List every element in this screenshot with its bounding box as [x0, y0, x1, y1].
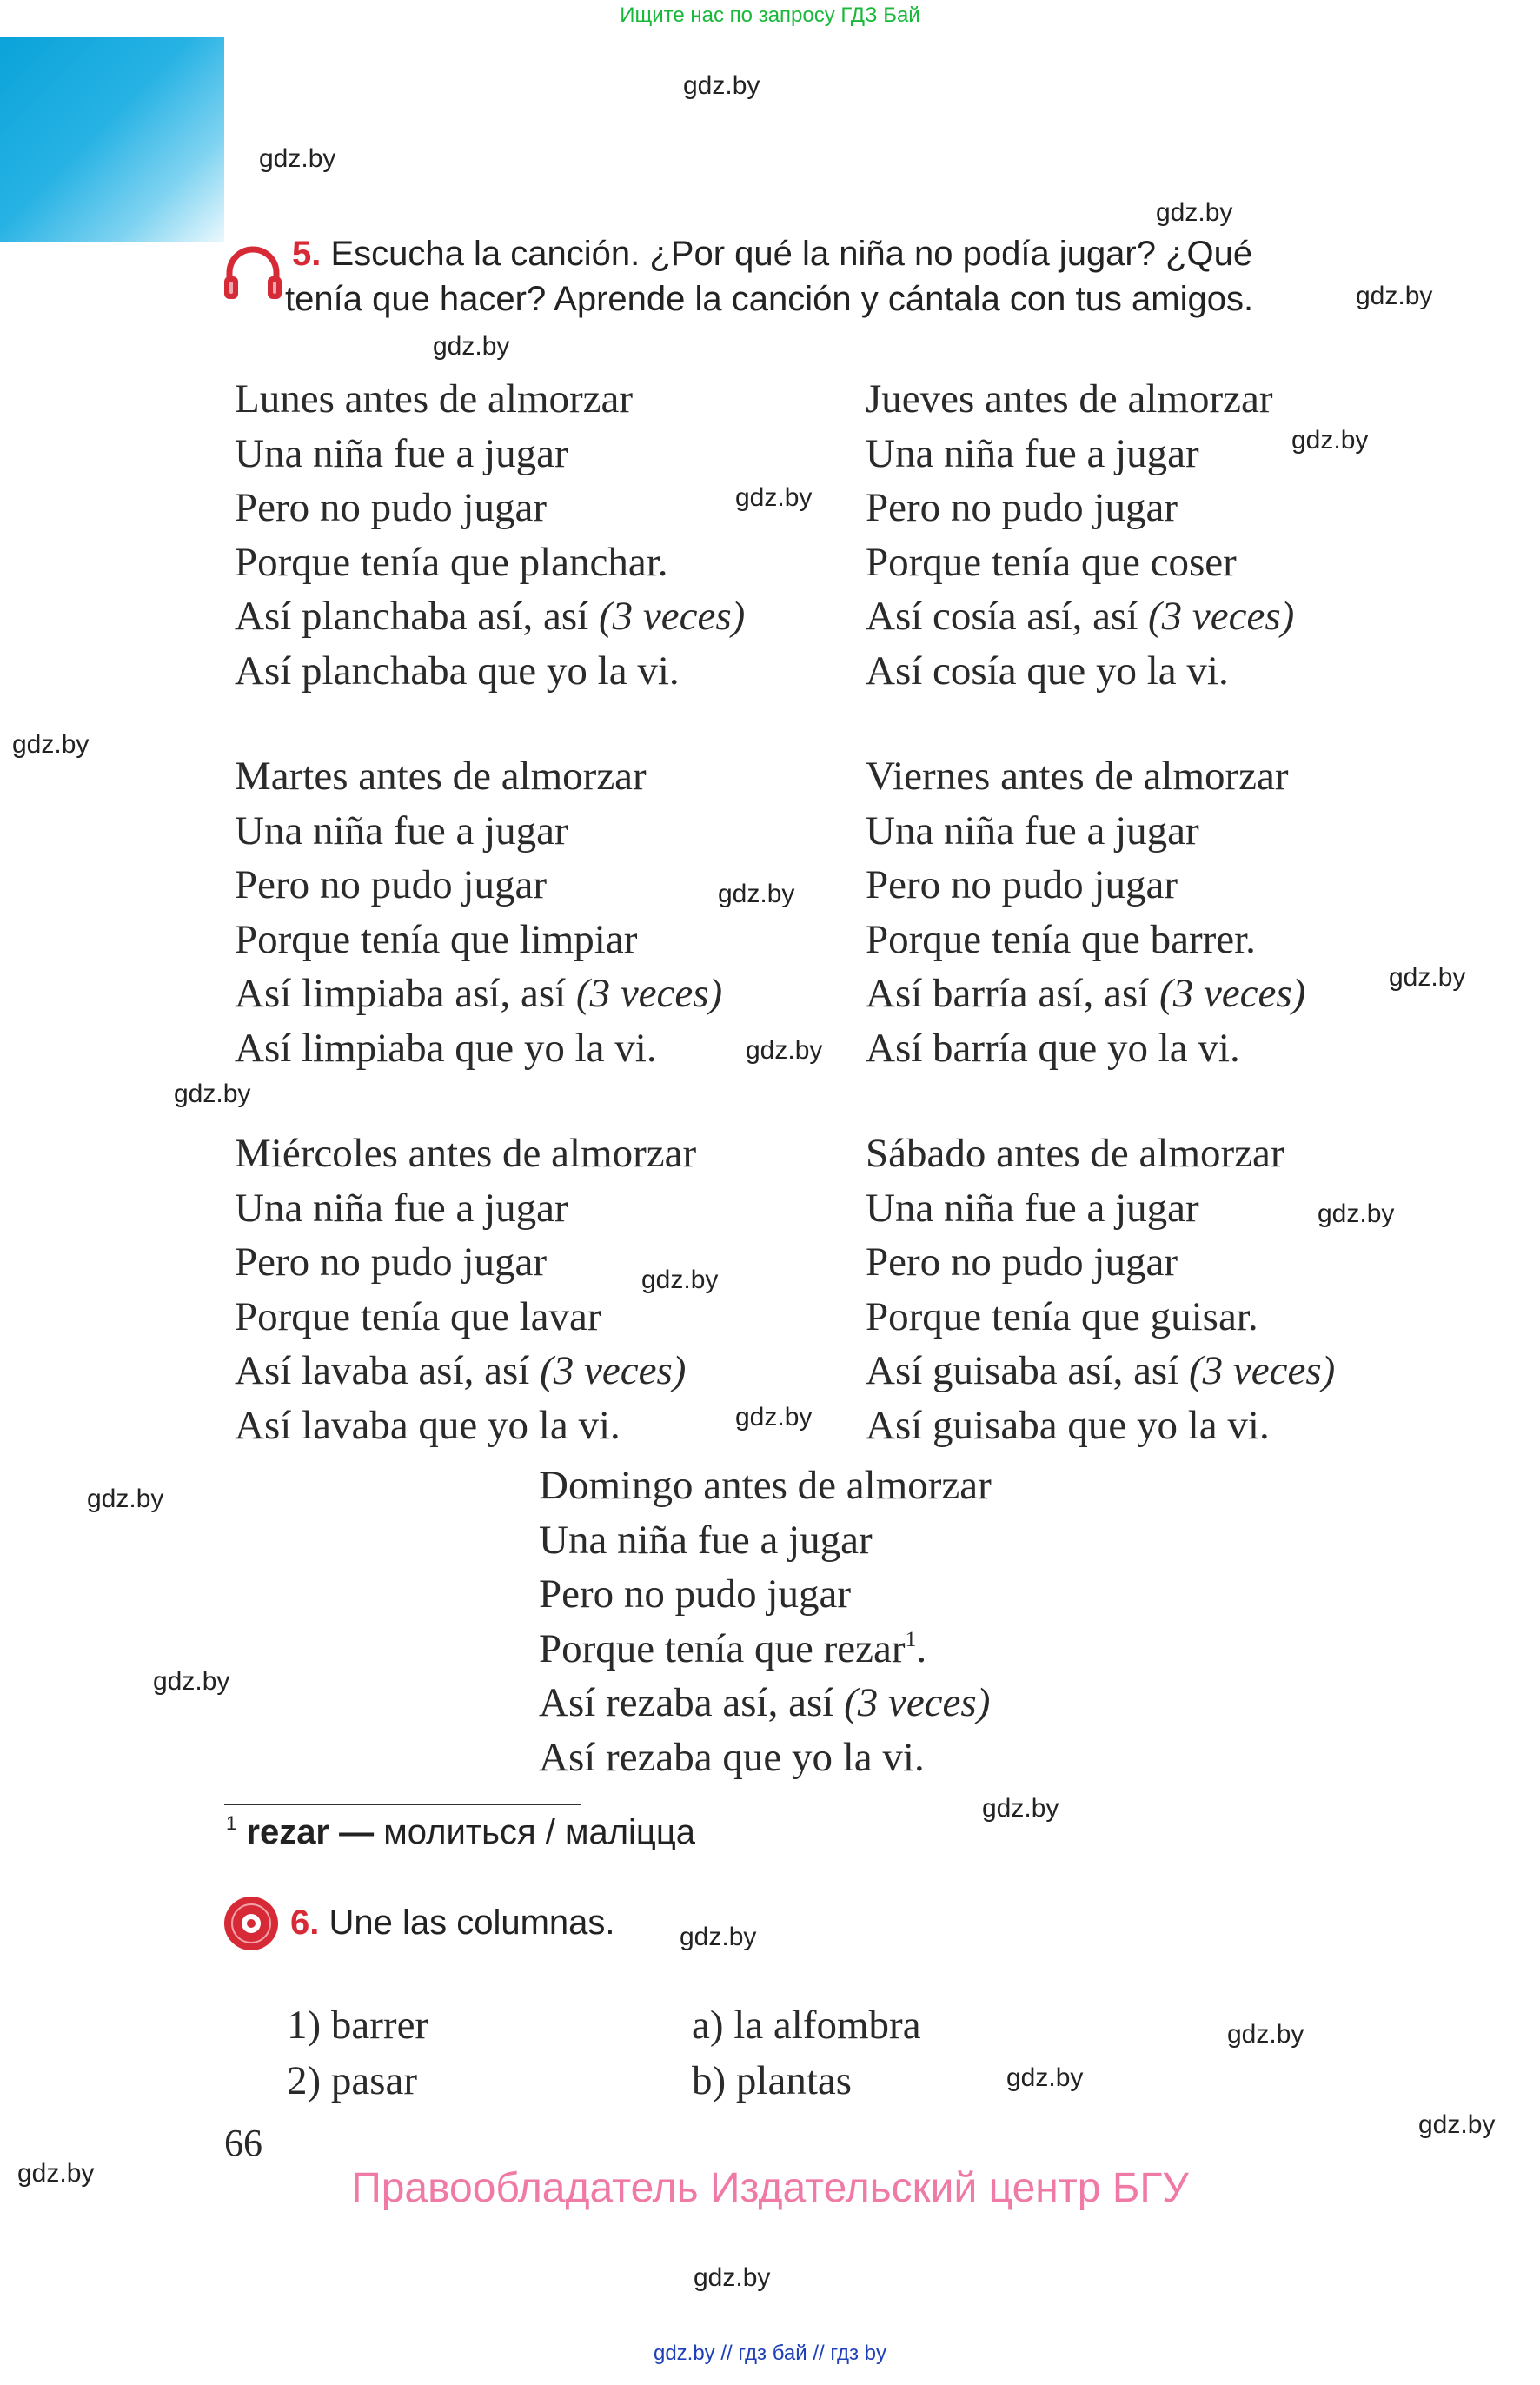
watermark: gdz.by: [12, 730, 90, 759]
corner-decoration: [0, 37, 224, 242]
stanza-line: Así guisaba así, así (3 veces): [866, 1348, 1336, 1393]
stanza-line: Sábado antes de almorzar: [866, 1131, 1284, 1176]
footnote-mark[interactable]: 1: [905, 1625, 917, 1651]
stanza-line: Pero no pudo jugar: [235, 1239, 547, 1285]
stanza-line: Pero no pudo jugar: [866, 862, 1178, 907]
disc-icon: [222, 1895, 280, 1952]
task-6-heading: [290, 1900, 615, 1945]
match-right-column: [692, 1997, 921, 2109]
stanza-line: Pero no pudo jugar: [539, 1571, 851, 1617]
stanza-line: Porque tenía que coser: [866, 539, 1237, 585]
watermark: gdz.by: [735, 1403, 813, 1432]
stanza-line: Así rezaba así, así (3 veces): [539, 1680, 991, 1725]
watermark: gdz.by: [1156, 198, 1233, 227]
repeat-note: (3 veces): [1189, 1348, 1336, 1393]
task-5-number: 5.: [292, 235, 322, 273]
watermark: gdz.by: [259, 144, 336, 173]
watermark: gdz.by: [1418, 2110, 1496, 2139]
task-5-line-2: tenía que hacer? Aprende la canción y cántala con tus amigos.: [285, 280, 1254, 318]
stanza-line: Así limpiaba así, así (3 veces): [235, 971, 723, 1016]
search-hint[interactable]: Ищите нас по запросу ГДЗ Бай: [620, 3, 920, 27]
footnote-number: 1: [226, 1812, 237, 1834]
stanza-line: Porque tenía que planchar.: [235, 539, 668, 585]
watermark: gdz.by: [746, 1036, 823, 1065]
stanza-martes: [235, 749, 722, 1075]
stanza-line: Así guisaba que yo la vi.: [866, 1402, 1270, 1448]
stanza-miercoles: [235, 1126, 696, 1452]
watermark: gdz.by: [641, 1266, 719, 1294]
stanza-viernes: [866, 749, 1305, 1075]
match-left-column: [287, 1997, 428, 2109]
stanza-line: Así cosía así, así (3 veces): [866, 594, 1295, 639]
stanza-line: Una niña fue a jugar: [235, 807, 568, 854]
headphones-icon: [222, 243, 283, 301]
task-5-text: Escucha la canción. ¿Por qué la niña no podía jugar? ¿Qué: [330, 235, 1253, 273]
watermark: gdz.by: [683, 71, 760, 100]
stanza-jueves: [866, 372, 1294, 698]
match-item[interactable]: a) la alfombra: [692, 2003, 921, 2048]
stanza-line: Una niña fue a jugar: [866, 807, 1199, 854]
stanza-line: Miércoles antes de almorzar: [235, 1131, 697, 1176]
stanza-domingo: [539, 1458, 992, 1784]
watermark: gdz.by: [680, 1923, 757, 1951]
watermark: gdz.by: [433, 332, 510, 361]
repeat-note: (3 veces): [575, 971, 723, 1016]
stanza-line: Pero no pudo jugar: [235, 862, 547, 907]
stanza-sabado: [866, 1126, 1335, 1452]
watermark: gdz.by: [17, 2159, 95, 2188]
page-number: 66: [224, 2122, 262, 2164]
watermark: gdz.by: [735, 483, 813, 512]
stanza-line: Pero no pudo jugar: [866, 1239, 1178, 1285]
footnote: $^1$ rezar — молиться / маліцца: [226, 1812, 695, 1851]
stanza-line: Porque tenía que rezar$^1$.: [539, 1625, 927, 1671]
stanza-line: Una niña fue a jugar: [235, 1185, 568, 1231]
repeat-note: (3 veces): [1148, 594, 1295, 639]
bottom-links[interactable]: gdz.by // гдз бай // гдз by: [653, 2342, 887, 2365]
watermark: gdz.by: [153, 1667, 230, 1696]
copyright-notice: Правообладатель Издательский центр БГУ: [351, 2165, 1189, 2211]
watermark: gdz.by: [982, 1794, 1059, 1823]
stanza-line: Una niña fue a jugar: [235, 430, 568, 476]
stanza-line: Jueves antes de almorzar: [866, 376, 1273, 422]
stanza-line: Viernes antes de almorzar: [866, 754, 1289, 799]
repeat-note: (3 veces): [844, 1680, 991, 1725]
stanza-lunes: [235, 372, 745, 698]
match-item[interactable]: 2) pasar: [287, 2058, 418, 2103]
stanza-line: Así cosía que yo la vi.: [866, 648, 1229, 694]
watermark: gdz.by: [694, 2263, 771, 2292]
watermark: gdz.by: [1389, 963, 1466, 992]
watermark: gdz.by: [174, 1080, 251, 1108]
stanza-line: Así lavaba así, así (3 veces): [235, 1348, 687, 1393]
stanza-line: Porque tenía que guisar.: [866, 1293, 1258, 1339]
stanza-line: Lunes antes de almorzar: [235, 376, 634, 422]
footnote-translation: молиться / маліцца: [383, 1813, 695, 1851]
stanza-line: Domingo antes de almorzar: [539, 1463, 992, 1508]
stanza-line: Así barría que yo la vi.: [866, 1025, 1240, 1071]
repeat-note: (3 veces): [540, 1348, 687, 1393]
footnote-term: rezar: [246, 1813, 329, 1851]
footnote-divider: [224, 1804, 581, 1805]
stanza-line: Así planchaba así, así (3 veces): [235, 594, 746, 639]
task-5-line-1: [292, 231, 1252, 276]
watermark: gdz.by: [1006, 2063, 1084, 2092]
stanza-line: Porque tenía que limpiar: [235, 916, 638, 962]
repeat-note: (3 veces): [1159, 971, 1306, 1016]
stanza-line: Así planchaba que yo la vi.: [235, 648, 680, 694]
stanza-line: Así rezaba que yo la vi.: [539, 1734, 925, 1780]
watermark: gdz.by: [718, 880, 795, 908]
stanza-line: Martes antes de almorzar: [235, 754, 647, 799]
repeat-note: (3 veces): [598, 594, 746, 639]
match-item[interactable]: b) plantas: [692, 2058, 853, 2103]
stanza-line: Una niña fue a jugar: [539, 1517, 873, 1563]
task-6-number: 6.: [290, 1903, 320, 1942]
watermark: gdz.by: [1356, 282, 1433, 310]
stanza-line: Una niña fue a jugar: [866, 430, 1199, 476]
stanza-line: Así limpiaba que yo la vi.: [235, 1025, 657, 1071]
task-6-text: Une las columnas.: [329, 1903, 615, 1942]
stanza-line: Pero no pudo jugar: [235, 485, 547, 530]
watermark: gdz.by: [1291, 426, 1369, 455]
watermark: gdz.by: [1227, 2020, 1304, 2049]
stanza-line: Así barría así, así (3 veces): [866, 971, 1306, 1016]
match-item[interactable]: 1) barrer: [287, 2003, 429, 2048]
stanza-line: Porque tenía que lavar: [235, 1293, 601, 1339]
stanza-line: Una niña fue a jugar: [866, 1185, 1199, 1231]
stanza-line: Porque tenía que barrer.: [866, 916, 1256, 962]
stanza-line: Pero no pudo jugar: [866, 485, 1178, 530]
watermark: gdz.by: [1318, 1199, 1395, 1228]
watermark: gdz.by: [87, 1485, 164, 1513]
stanza-line: Así lavaba que yo la vi.: [235, 1402, 621, 1448]
